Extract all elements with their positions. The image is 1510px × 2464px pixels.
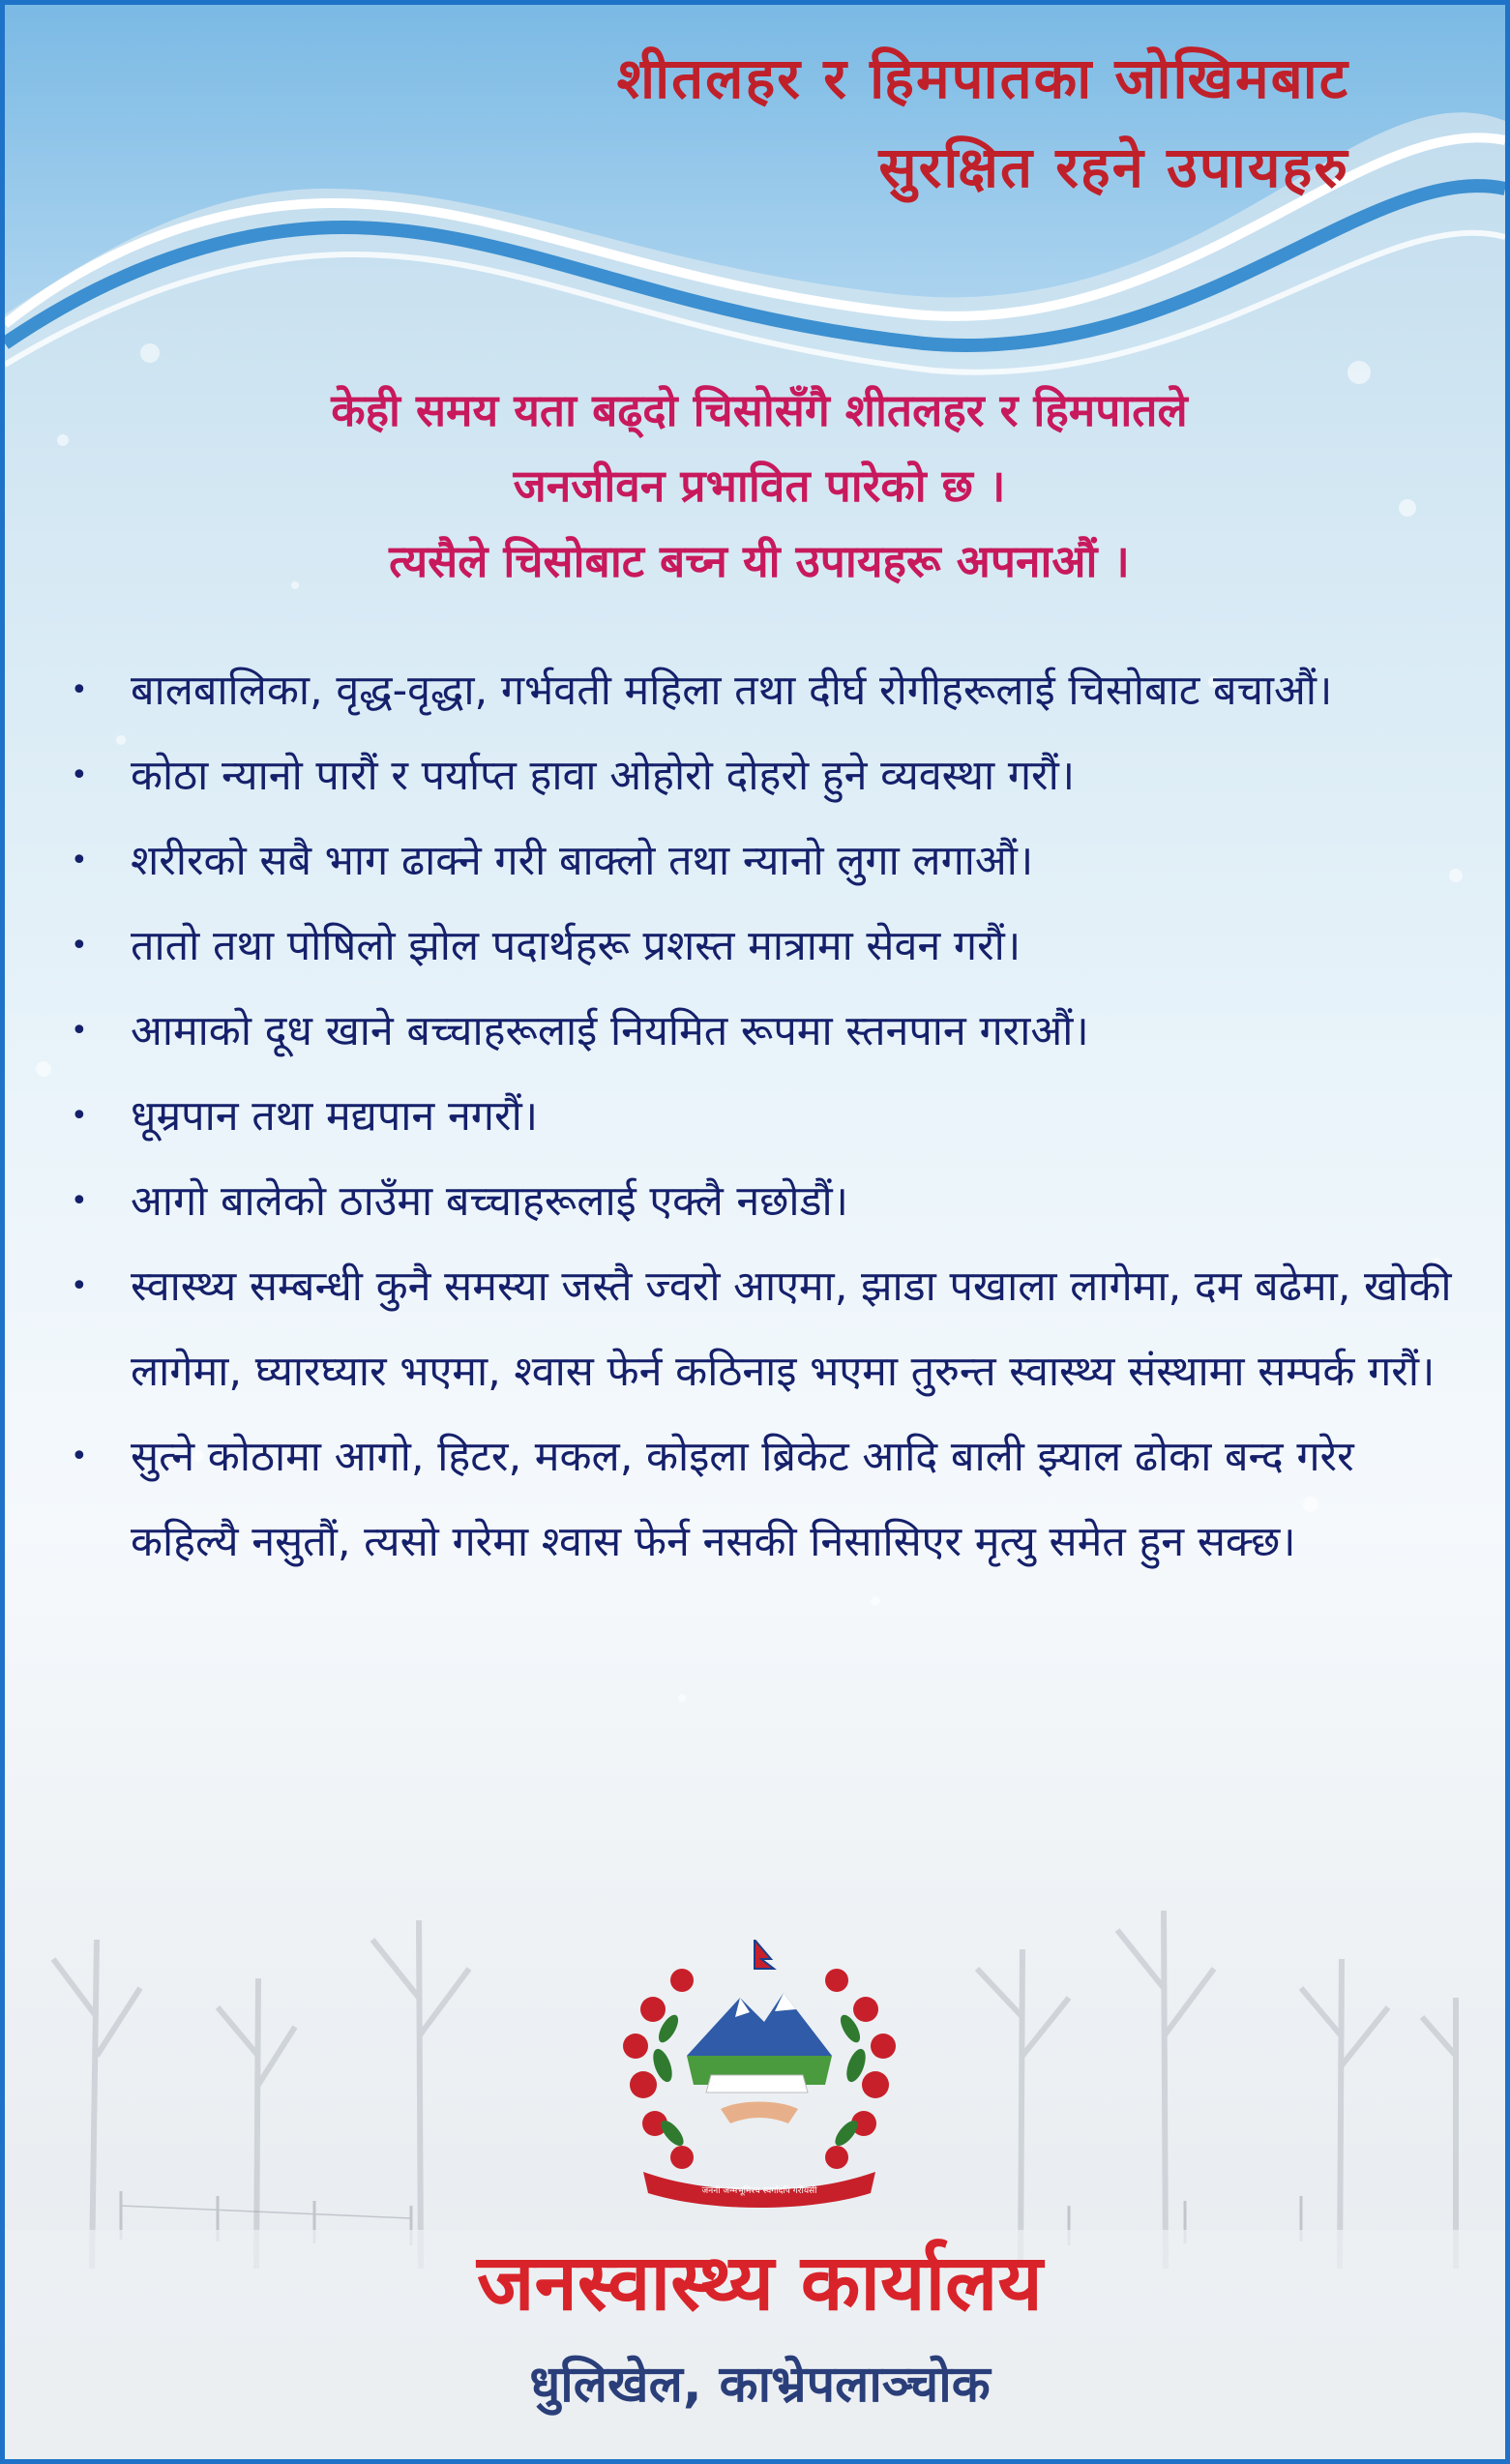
bullet-icon: • — [71, 673, 88, 707]
bullet-icon: • — [71, 1269, 88, 1303]
tip-text: आगो बालेको ठाउँमा बच्चाहरूलाई एक्लै नछोडौं। — [131, 1177, 848, 1226]
title-line-1: शीतलहर र हिमपातका जोखिमबाट — [616, 45, 1349, 111]
list-item — [63, 1159, 1456, 1244]
bullet-icon: • — [71, 844, 88, 877]
bullet-icon: • — [71, 758, 88, 792]
list-item — [63, 989, 1456, 1074]
intro-line-3: त्यसैले चिसोबाट बच्न यी उपायहरू अपनाऔं । — [389, 535, 1130, 587]
tip-text: तातो तथा पोषिलो झोल पदार्थहरू प्रशस्त मात्रामा सेवन गरौं। — [131, 922, 1021, 970]
bullet-icon: • — [71, 1099, 88, 1133]
office-name: जनस्वास्थ्य कार्यालय — [477, 2238, 1043, 2328]
bullet-icon: • — [71, 1184, 88, 1218]
list-item — [63, 1414, 1456, 1585]
tip-text: धूम्रपान तथा मद्यपान नगरौं। — [131, 1092, 539, 1141]
emblem-motto: जननी जन्मभूमिश्च स्वर्गादपि गरीयसी — [701, 2186, 817, 2196]
intro-text — [82, 372, 1436, 599]
office-location: धुलिखेल, काभ्रेपलाञ्चोक — [529, 2356, 991, 2414]
title-line-2: सुरक्षित रहने उपायहरु — [878, 134, 1349, 200]
nepal-emblem-icon — [605, 1940, 914, 2211]
tip-text: बालबालिका, वृद्ध-वृद्धा, गर्भवती महिला तथा दीर्घ रोगीहरूलाई चिसोबाट बचाऔं। — [131, 667, 1333, 715]
bullet-icon: • — [71, 1014, 88, 1048]
list-item — [63, 818, 1456, 904]
tip-text: स्वास्थ्य सम्बन्धी कुनै समस्या जस्तै ज्वरो आएमा, झाडा पखाला लागेमा, दम बढेमा, खोकी लागेमा, घ्यारघ्यार भएमा, श्वास फेर्न कठिनाइ भएमा तुरुन्त स्वास्थ्य संस्थामा सम्पर्क गरौं। — [131, 1262, 1452, 1396]
bullet-icon: • — [71, 929, 88, 963]
tip-text: कोठा न्यानो पारौं र पर्याप्त हावा ओहोरो दोहरो हुने व्यवस्था गरौं। — [131, 752, 1076, 800]
intro-line-2: जनजीवन प्रभावित पारेको छ । — [513, 460, 1006, 512]
safety-tips-list — [63, 648, 1456, 1585]
list-item — [63, 904, 1456, 989]
list-item — [63, 1074, 1456, 1159]
list-item — [63, 733, 1456, 818]
intro-line-1: केही समय यता बढ्दो चिसोसँगै शीतलहर र हिमपातले — [331, 384, 1188, 436]
list-item — [63, 1244, 1456, 1414]
bullet-icon: • — [71, 1440, 88, 1473]
tip-text: सुत्ने कोठामा आगो, हिटर, मकल, कोइला ब्रिकेट आदि बाली झ्याल ढोका बन्द गरेर कहिल्यै नसुतौं, त्यसो गरेमा श्वास फेर्न नसकी निसासिएर मृत्यु समेत हुन सक्छ। — [131, 1433, 1354, 1566]
list-item — [63, 648, 1456, 733]
tip-text: शरीरको सबै भाग ढाक्ने गरी बाक्लो तथा न्यानो लुगा लगाऔं। — [131, 837, 1034, 885]
tip-text: आमाको दूध खाने बच्चाहरूलाई नियमित रूपमा स्तनपान गराऔं। — [131, 1007, 1089, 1055]
poster-title — [334, 34, 1349, 212]
